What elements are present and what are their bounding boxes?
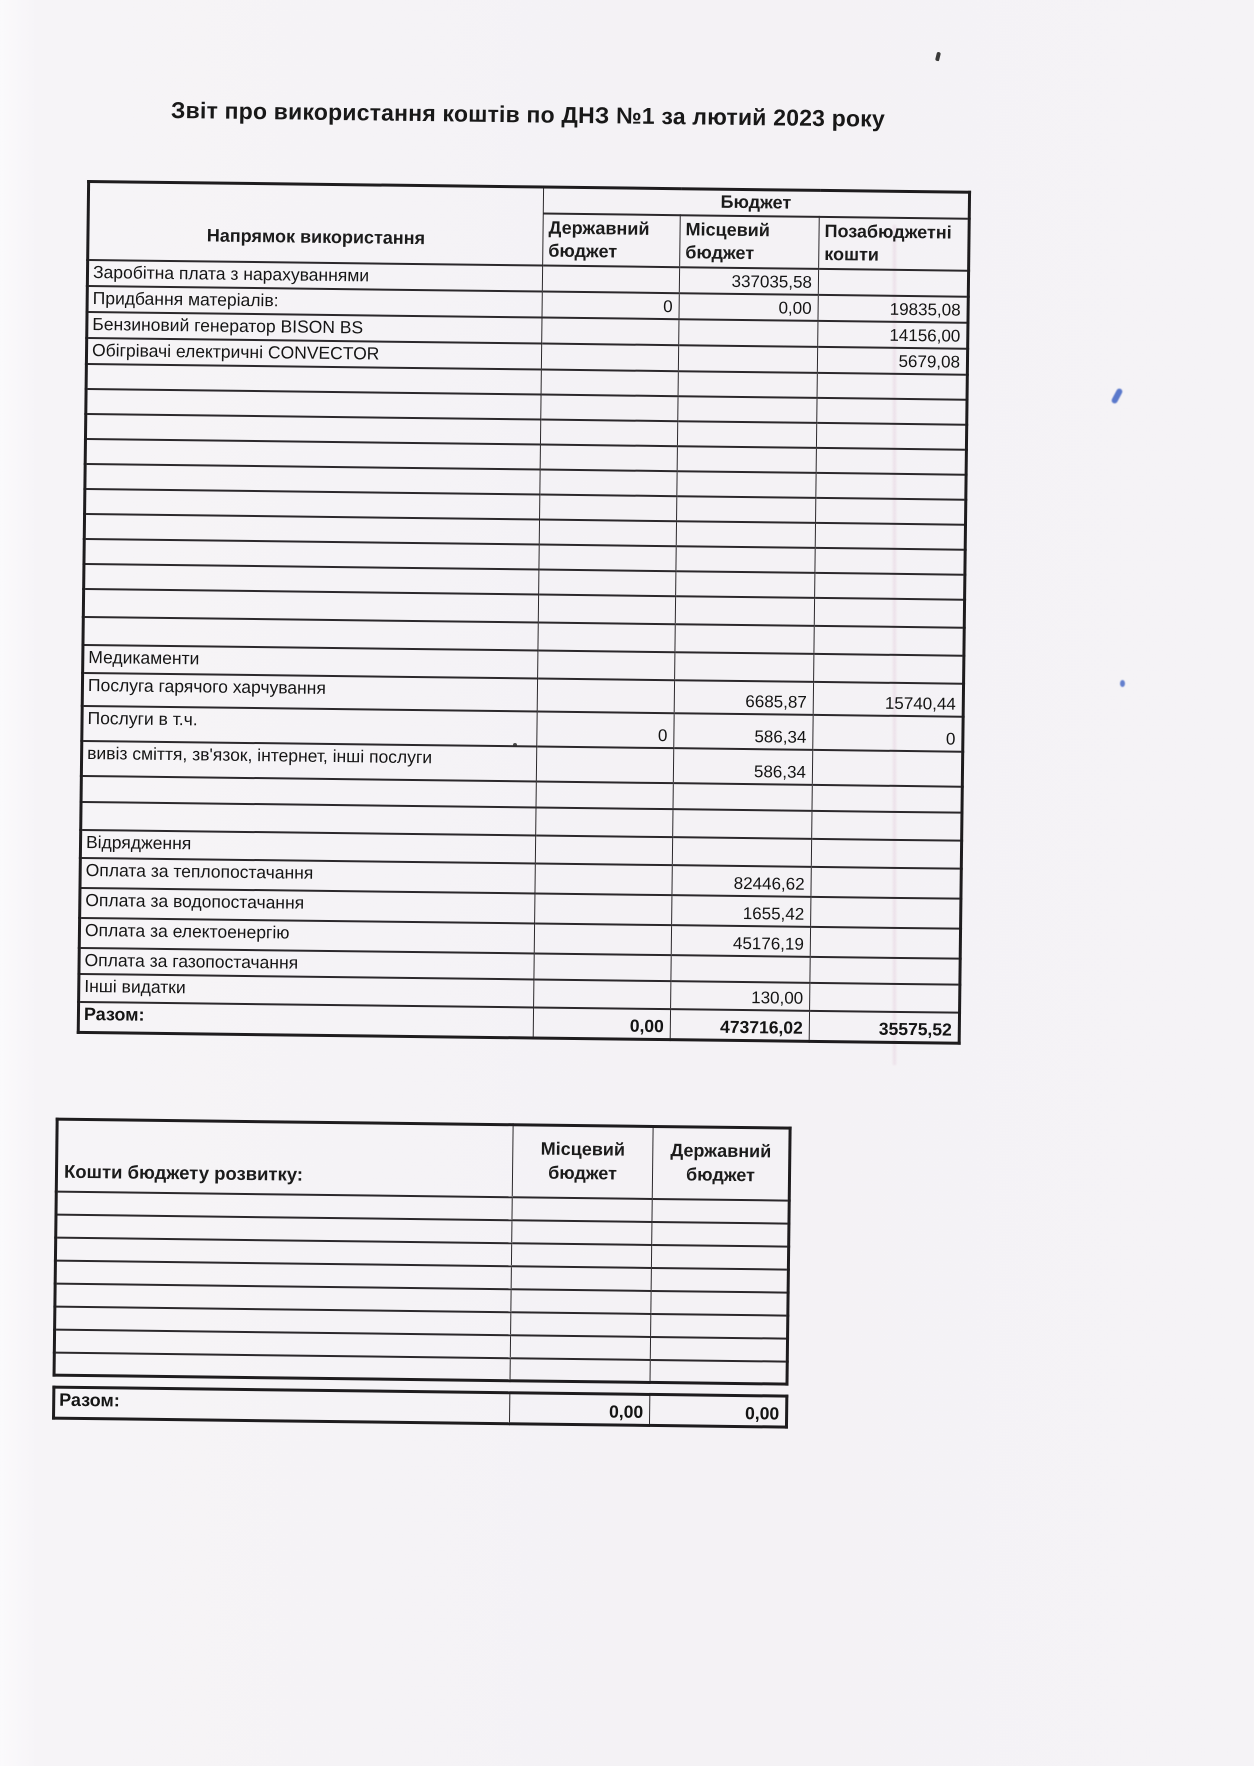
extra-funds-cell	[810, 956, 960, 984]
state-budget-cell	[534, 923, 671, 955]
empty-cell	[678, 371, 817, 398]
row-label: Придбання матеріалів:	[87, 286, 542, 318]
empty-cell	[812, 810, 962, 840]
empty-cell	[673, 809, 812, 839]
empty-cell	[814, 597, 964, 627]
empty-cell	[541, 369, 678, 396]
empty-cell	[511, 1266, 651, 1291]
empty-cell	[540, 494, 677, 521]
empty-cell	[539, 569, 676, 596]
empty-cell	[650, 1336, 787, 1361]
state-budget-cell	[542, 317, 679, 345]
local-budget-cell: 130,00	[671, 981, 810, 1011]
empty-cell	[677, 446, 816, 473]
empty-cell	[815, 522, 965, 549]
extra-funds-cell	[811, 896, 961, 928]
empty-cell	[652, 1198, 789, 1223]
extra-funds-total: 35575,52	[809, 1010, 959, 1043]
state-budget-cell: 0	[537, 711, 674, 748]
empty-cell	[511, 1243, 651, 1268]
extra-funds-cell: 0	[813, 714, 963, 751]
empty-cell	[675, 624, 814, 654]
local-budget-cell: 6685,87	[674, 680, 813, 715]
total-label: Разом:	[78, 1001, 533, 1038]
state-budget-cell	[534, 953, 671, 981]
empty-cell	[511, 1289, 651, 1314]
empty-cell	[676, 521, 815, 548]
empty-cell	[540, 469, 677, 496]
state-budget-cell	[537, 678, 674, 713]
row-label: Обігрівачі електричні CONVECTOR	[86, 338, 541, 370]
local-budget-cell: 0,00	[679, 293, 818, 321]
extra-funds-cell	[810, 982, 960, 1012]
extra-funds-cell	[810, 926, 960, 958]
row-label: Оплата за електоенергію	[79, 917, 534, 953]
state-budget-column-header: Державний бюджет	[543, 213, 681, 267]
extra-funds-cell	[811, 866, 961, 898]
row-label: Оплата за газопостачання	[79, 947, 534, 979]
local-budget-column-header: Місцевий бюджет	[512, 1125, 653, 1199]
local-budget-total: 0,00	[509, 1393, 649, 1426]
empty-cell	[651, 1313, 788, 1338]
empty-cell	[540, 444, 677, 471]
empty-cell	[54, 1352, 510, 1381]
empty-cell	[650, 1359, 787, 1384]
local-budget-cell: 337035,58	[679, 267, 818, 295]
state-budget-cell	[542, 265, 679, 293]
funds-usage-table	[77, 180, 971, 1045]
empty-cell	[536, 807, 673, 837]
empty-cell	[651, 1244, 788, 1269]
state-budget-cell	[536, 746, 673, 783]
extra-funds-cell: 5679,08	[817, 346, 967, 374]
empty-cell	[677, 421, 816, 448]
state-budget-cell: 0	[542, 291, 679, 319]
empty-cell	[539, 519, 676, 546]
empty-cell	[812, 784, 962, 812]
row-label: Оплата за водопостачання	[80, 887, 535, 923]
empty-cell	[678, 396, 817, 423]
development-table-title: Кошти бюджету розвитку:	[56, 1119, 513, 1197]
empty-cell	[816, 422, 966, 449]
empty-cell	[817, 372, 967, 399]
local-budget-cell	[672, 837, 811, 867]
empty-cell	[816, 497, 966, 524]
empty-cell	[512, 1197, 652, 1222]
row-label: Інші видатки	[79, 973, 534, 1007]
empty-cell	[814, 625, 964, 655]
total-label: Разом:	[54, 1387, 510, 1424]
local-budget-cell	[671, 955, 810, 983]
state-budget-total: 0,00	[649, 1394, 786, 1427]
empty-cell	[541, 394, 678, 421]
state-budget-column-header: Державний бюджет	[652, 1126, 790, 1200]
extra-funds-cell	[814, 653, 964, 683]
development-total-strip	[52, 1386, 788, 1429]
row-label: Заробітна плата з нарахуваннями	[87, 260, 542, 292]
extra-funds-cell: 19835,08	[818, 294, 968, 322]
state-budget-cell	[535, 835, 672, 865]
empty-cell	[817, 397, 967, 424]
development-budget-table	[53, 1118, 792, 1386]
empty-cell	[512, 1220, 652, 1245]
state-budget-cell	[534, 979, 671, 1009]
empty-cell	[540, 419, 677, 446]
state-budget-total: 0,00	[533, 1007, 670, 1040]
empty-cell	[539, 544, 676, 571]
local-budget-cell: 1655,42	[672, 895, 811, 927]
development-header-row	[56, 1119, 790, 1200]
empty-cell	[815, 572, 965, 599]
empty-cell	[510, 1335, 650, 1360]
row-label: вивіз сміття, зв'язок, інтернет, інші послуги	[81, 741, 536, 782]
empty-cell	[538, 622, 675, 652]
extra-funds-cell: 14156,00	[818, 320, 968, 348]
empty-cell	[651, 1290, 788, 1315]
empty-cell	[675, 596, 814, 626]
local-budget-cell: 586,34	[674, 713, 813, 750]
empty-cell	[677, 471, 816, 498]
empty-cell	[677, 496, 816, 523]
local-budget-cell	[679, 319, 818, 347]
table-header-row	[88, 181, 969, 218]
extra-funds-column-header: Позабюджетні кошти	[819, 216, 970, 270]
local-budget-cell: 82446,62	[672, 865, 811, 897]
row-label: Оплата за теплопостачання	[80, 858, 535, 894]
local-budget-total: 473716,02	[670, 1009, 809, 1042]
empty-cell	[673, 783, 812, 811]
extra-funds-cell	[811, 838, 961, 868]
empty-cell	[652, 1221, 789, 1246]
empty-cell	[536, 781, 673, 809]
row-label: Послуга гарячого харчування	[82, 673, 537, 712]
budget-group-header: Бюджет	[543, 187, 969, 218]
empty-cell	[510, 1358, 650, 1383]
state-budget-cell	[535, 863, 672, 895]
extra-funds-cell: 15740,44	[813, 681, 963, 716]
local-budget-cell	[675, 652, 814, 682]
development-total-row	[54, 1387, 787, 1427]
state-budget-cell	[535, 893, 672, 925]
empty-cell	[815, 547, 965, 574]
local-budget-cell: 586,34	[673, 748, 812, 785]
row-label: Медикаменти	[83, 645, 538, 679]
row-label: Відрядження	[80, 830, 535, 864]
state-budget-cell	[541, 343, 678, 371]
row-label: Послуги в т.ч.	[82, 706, 537, 747]
empty-cell	[676, 546, 815, 573]
extra-funds-cell	[812, 749, 962, 786]
empty-cell	[816, 472, 966, 499]
document-title: Звіт про використання коштів по ДНЗ №1 за лютий 2023 року	[170, 96, 886, 132]
empty-cell	[676, 571, 815, 598]
empty-cell	[651, 1267, 788, 1292]
row-label: Бензиновий генератор BISON BS	[87, 312, 542, 344]
local-budget-cell	[678, 345, 817, 373]
local-budget-column-header: Місцевий бюджет	[680, 215, 820, 269]
empty-cell	[816, 447, 966, 474]
empty-cell	[511, 1312, 651, 1337]
state-budget-cell	[538, 650, 675, 680]
direction-column-header: Напрямок використання	[88, 181, 544, 265]
extra-funds-cell	[818, 268, 968, 296]
local-budget-cell: 45176,19	[671, 925, 810, 957]
empty-cell	[538, 594, 675, 624]
